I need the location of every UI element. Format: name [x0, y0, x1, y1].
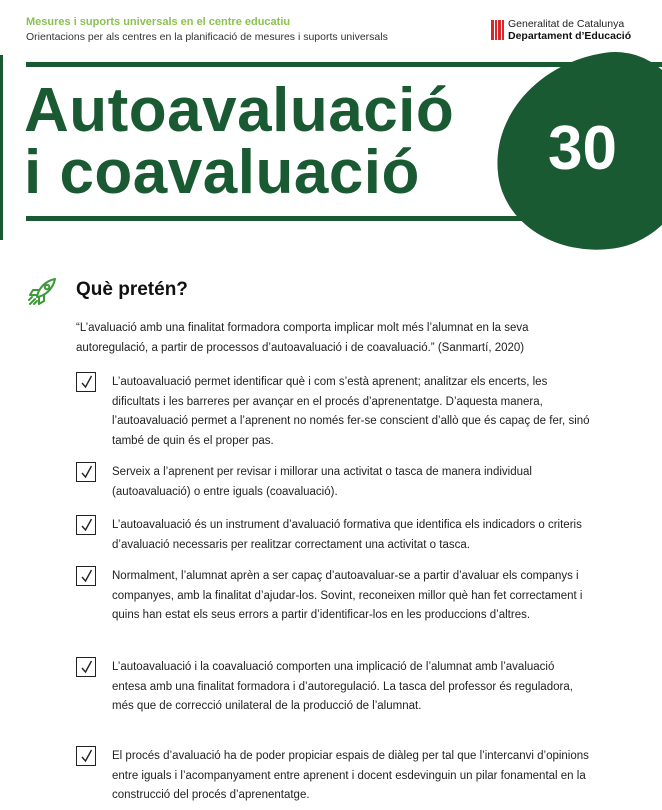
list-item-text: L’autoavaluació permet identificar què i com s’està aprenent; analitzar els encerts, les dificultats i les barreres per avançar en el procés d’aprenentatge. D’aquesta manera, l’autoavaluació permet a l’aprenent no només fer-se conscient d’allò que és capaç de fer, sinó també de quin és el proper pas.	[112, 376, 590, 447]
checkbox-checked-icon	[76, 372, 96, 392]
list-item-text: Normalment, l’alumnat aprèn a ser capaç d’autoavaluar-se a partir d’avaluar els companys i companyes, amb la finalitat d’ajudar-los. Sovint, reconeixen millor què han fet correctament i quins han estat els seus errors a partir d’identificar-los en les produccions d’altres.	[112, 570, 583, 621]
checkbox-checked-icon	[76, 657, 96, 677]
left-accent-bar	[0, 55, 3, 240]
page-title-line-2: i coavaluació	[24, 138, 420, 207]
list-item-text: L’autoavaluació i la coavaluació comporten una implicació de l’alumnat amb l’avaluació entesa amb una finalitat formadora i d’autoregulació. La tasca del professor és reguladora, més que de correcció unilateral de la producció de l’alumnat.	[112, 661, 573, 712]
page-title-line-1: Autoavaluació	[24, 76, 455, 145]
rocket-icon	[26, 276, 58, 308]
checkbox-checked-icon	[76, 515, 96, 535]
sheet-number: 30	[548, 114, 617, 183]
checkbox-checked-icon	[76, 462, 96, 482]
section-quote: “L’avaluació amb una finalitat formadora comporta implicar molt més l’alumnat en la seva autoregulació, a partir de processos d’autoavaluació i de coavaluació.” (Sanmartí, 2020)	[76, 322, 529, 354]
list-item-text: L’autoavaluació és un instrument d’avaluació formativa que identifica els indicadors o criteris d’avaluació necessaris per realitzar correctament una activitat o tasca.	[112, 519, 582, 551]
checkbox-checked-icon	[76, 746, 96, 766]
section-title: Què pretén?	[76, 279, 188, 300]
list-item-text: Serveix a l’aprenent per revisar i millorar una activitat o tasca de manera individual (autoavaluació) o entre iguals (coavaluació).	[112, 466, 532, 498]
header-subtitle: Orientacions per als centres en la planificació de mesures i suports universals	[26, 31, 388, 43]
department-name: Departament d’Educació	[508, 30, 632, 42]
government-name: Generalitat de Catalunya	[508, 18, 625, 30]
checkbox-checked-icon	[76, 566, 96, 586]
title-rule-bottom	[26, 216, 566, 221]
header-series: Mesures i suports universals en el centre educatiu	[26, 16, 291, 28]
list-item-text: El procés d’avaluació ha de poder propiciar espais de diàleg per tal que l’intercanvi d’opinions entre iguals i l’acompanyament entre aprenent i docent esdevinguin un pilar fonamental en la construcció del procés d’aprenentatge.	[112, 750, 589, 801]
generalitat-logo-icon	[491, 20, 504, 40]
